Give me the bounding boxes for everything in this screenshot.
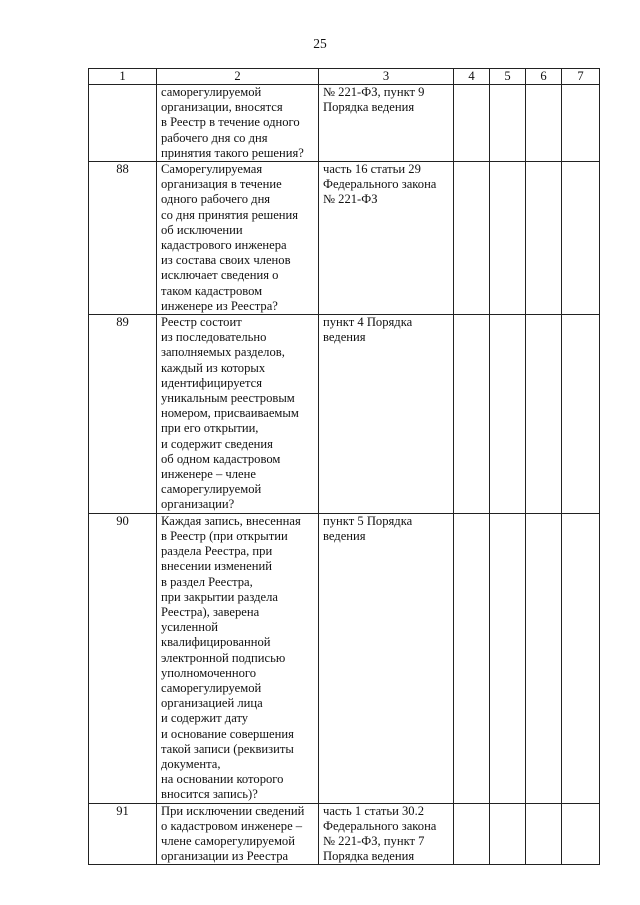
answer-cell <box>562 803 600 865</box>
question-text: При исключении сведений о кадастровом инженере – члене саморегулируемой организации из Реестра <box>157 803 319 865</box>
legal-basis: часть 16 статьи 29 Федерального закона № 221-ФЗ <box>319 162 454 315</box>
answer-cell <box>490 803 526 865</box>
answer-cell <box>454 315 490 514</box>
page-number: 25 <box>313 36 327 51</box>
answer-cell <box>526 85 562 162</box>
answer-cell <box>454 513 490 803</box>
row-number <box>89 85 157 162</box>
legal-basis: часть 1 статьи 30.2 Федерального закона № 221-ФЗ, пункт 7 Порядка ведения <box>319 803 454 865</box>
header-col-6: 6 <box>526 69 562 85</box>
answer-cell <box>526 162 562 315</box>
answer-cell <box>562 85 600 162</box>
answer-cell <box>562 315 600 514</box>
table-row <box>89 513 600 803</box>
table-header-row <box>89 69 600 85</box>
answer-cell <box>526 513 562 803</box>
legal-basis: № 221-ФЗ, пункт 9 Порядка ведения <box>319 85 454 162</box>
legal-basis: пункт 5 Порядка ведения <box>319 513 454 803</box>
checklist-table <box>88 68 600 865</box>
answer-cell <box>526 803 562 865</box>
answer-cell <box>490 162 526 315</box>
table-row <box>89 85 600 162</box>
question-text: Каждая запись, внесенная в Реестр (при открытии раздела Реестра, при внесении изменений в раздел Реестра, при закрытии раздела Реестра), заверена усиленной квалифицированной электронной подписью уполномоченного саморегулируемой организацией лица и содержит дату и основание совершения такой записи (реквизиты документа, на основании которого вносится запись)? <box>157 513 319 803</box>
answer-cell <box>454 85 490 162</box>
row-number: 89 <box>89 315 157 514</box>
row-number: 88 <box>89 162 157 315</box>
table-row <box>89 315 600 514</box>
answer-cell <box>526 315 562 514</box>
row-number: 90 <box>89 513 157 803</box>
answer-cell <box>562 513 600 803</box>
question-text: саморегулируемой организации, вносятся в Реестр в течение одного рабочего дня со дня принятия такого решения? <box>157 85 319 162</box>
question-text: Саморегулируемая организация в течение одного рабочего дня со дня принятия решения об исключении кадастрового инженера из состава своих членов исключает сведения о таком кадастровом инженере из Реестра? <box>157 162 319 315</box>
row-number: 91 <box>89 803 157 865</box>
header-col-5: 5 <box>490 69 526 85</box>
header-col-7: 7 <box>562 69 600 85</box>
answer-cell <box>490 513 526 803</box>
header-col-4: 4 <box>454 69 490 85</box>
table-row <box>89 803 600 865</box>
table-row <box>89 162 600 315</box>
answer-cell <box>562 162 600 315</box>
legal-basis: пункт 4 Порядка ведения <box>319 315 454 514</box>
answer-cell <box>454 803 490 865</box>
answer-cell <box>454 162 490 315</box>
answer-cell <box>490 85 526 162</box>
header-col-1: 1 <box>89 69 157 85</box>
question-text: Реестр состоит из последовательно заполняемых разделов, каждый из которых идентифицируется уникальным реестровым номером, присваиваемым при его открытии, и содержит сведения об одном кадастровом инженере – члене саморегулируемой организации? <box>157 315 319 514</box>
header-col-2: 2 <box>157 69 319 85</box>
answer-cell <box>490 315 526 514</box>
header-col-3: 3 <box>319 69 454 85</box>
